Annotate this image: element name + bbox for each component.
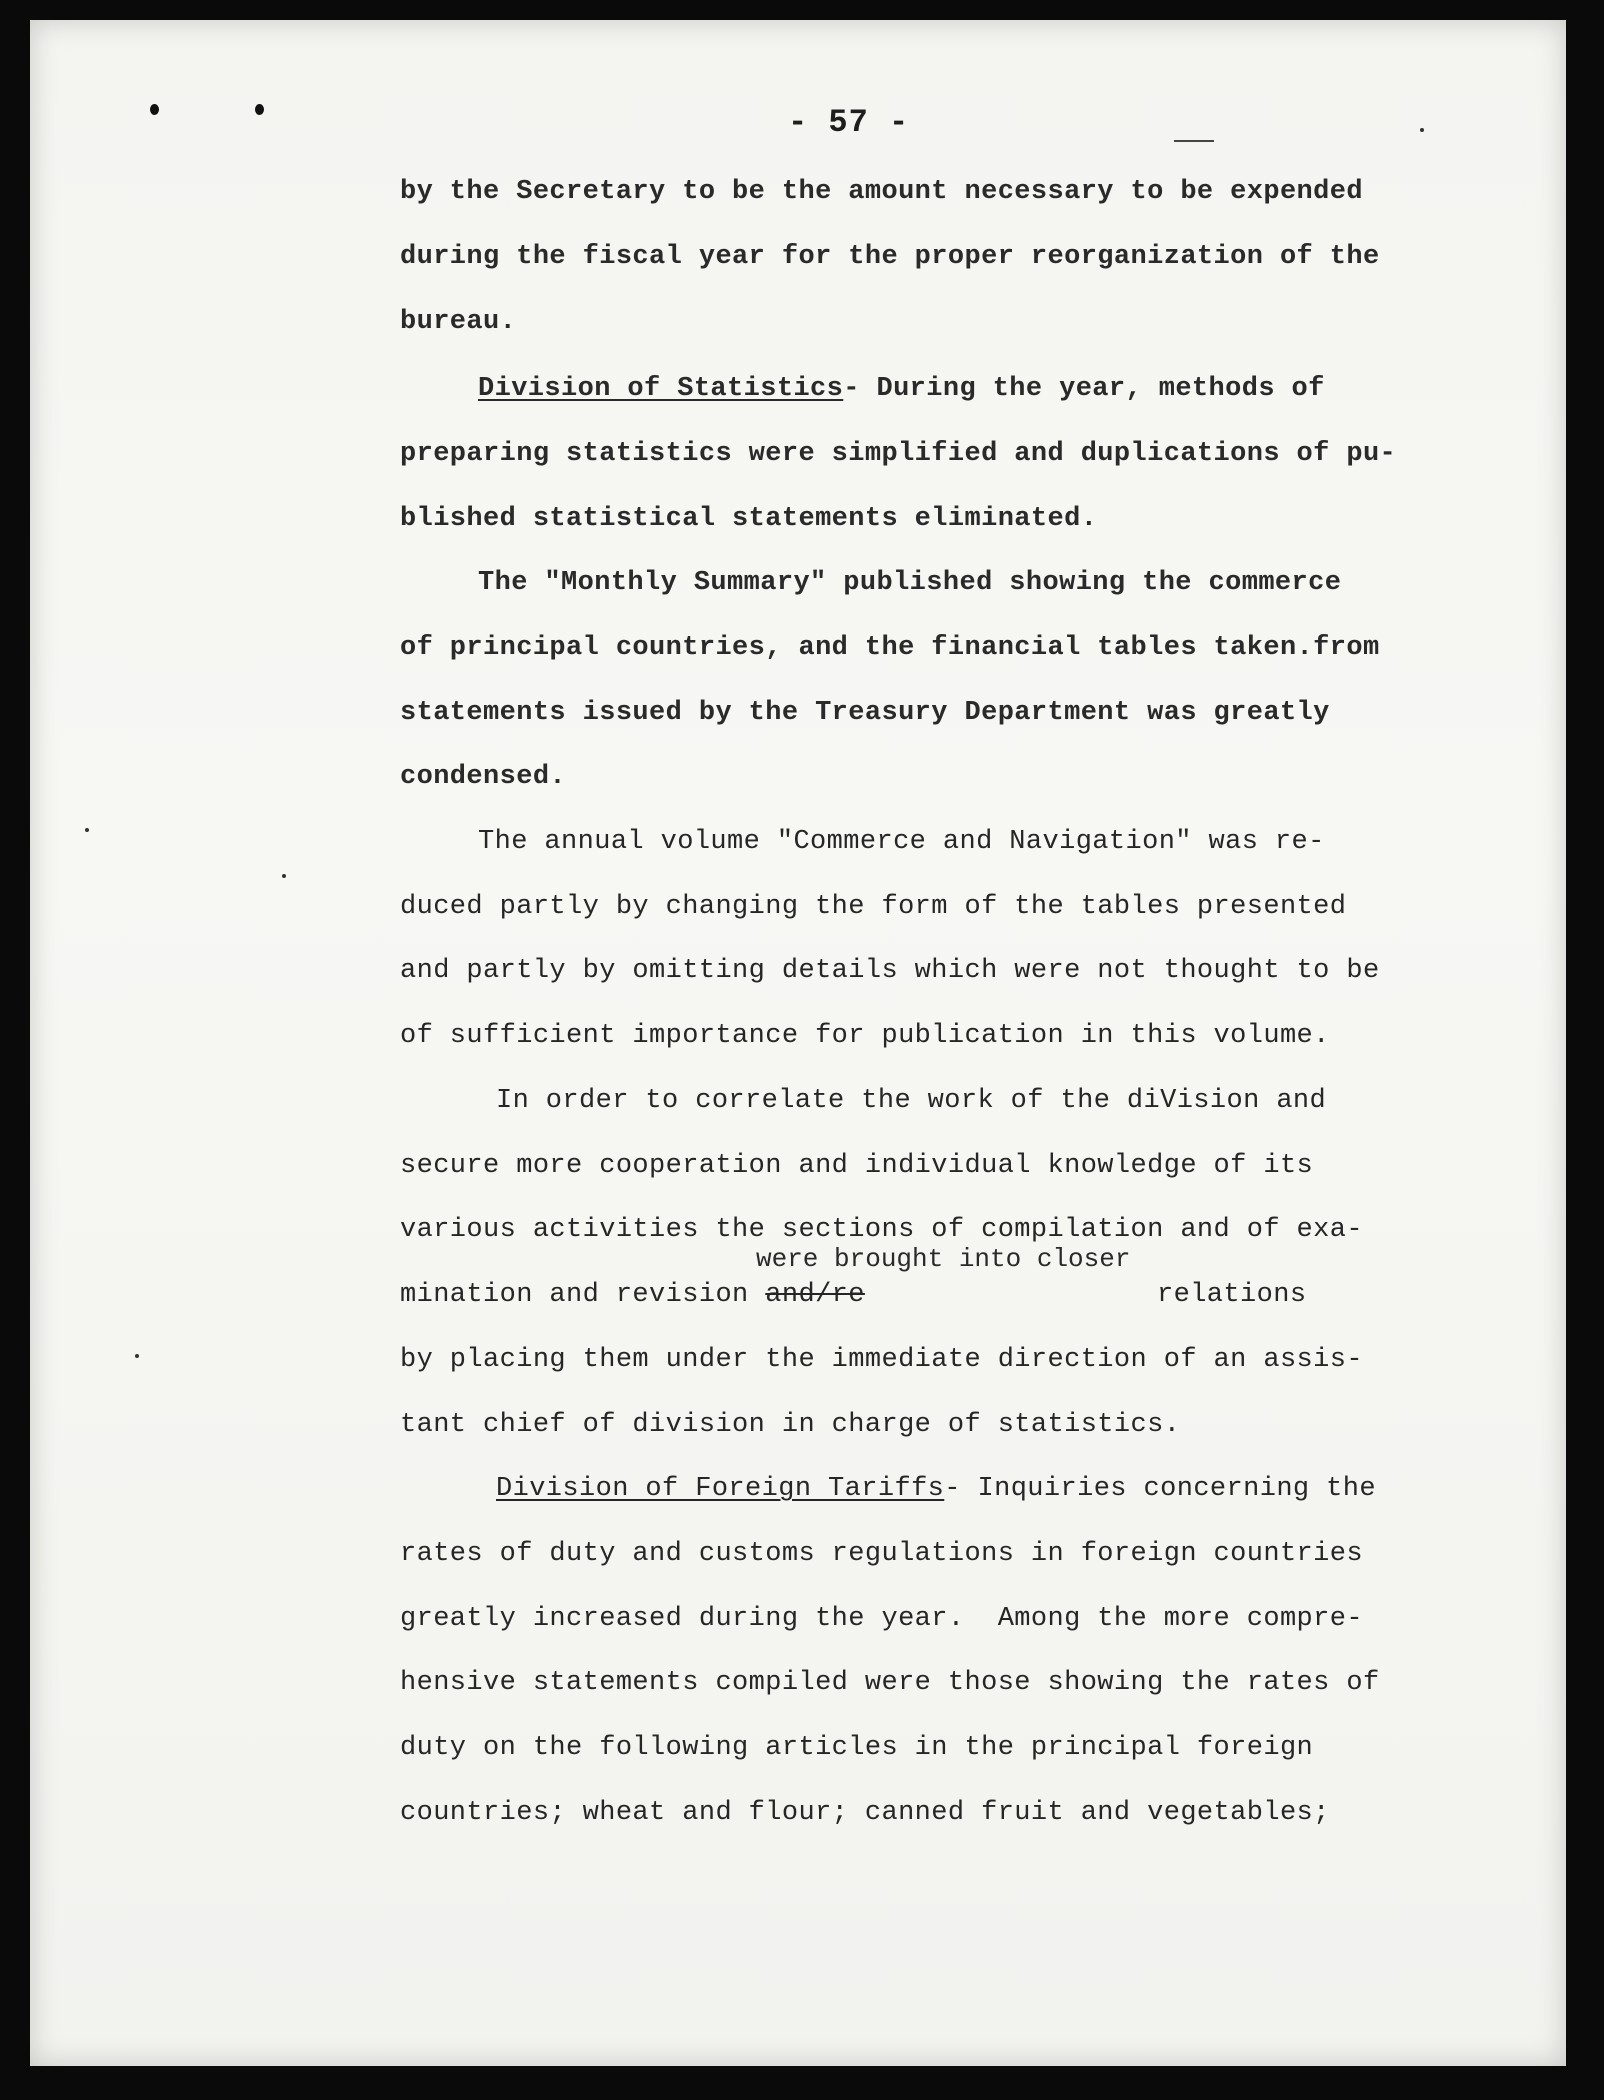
text-line: hensive statements compiled were those showing the rates of (400, 1668, 1380, 1698)
text-line: duced partly by changing the form of the tables presented (400, 892, 1347, 922)
section-heading-line (496, 1472, 1376, 1506)
speck-mark (282, 874, 286, 878)
text-line: of principal countries, and the financial tables taken.from (400, 633, 1380, 663)
text-line: blished statistical statements eliminated. (400, 504, 1098, 534)
section-heading-line (478, 372, 1325, 406)
page-number: - 57 - (788, 104, 910, 141)
text-line: during the fiscal year for the proper reorganization of the (400, 242, 1380, 272)
struck-out-text: and/re (765, 1280, 865, 1310)
punch-hole-mark-left (150, 104, 159, 115)
text-line: tant chief of division in charge of statistics. (400, 1410, 1181, 1440)
speck-mark (85, 828, 89, 832)
text-line: secure more cooperation and individual knowledge of its (400, 1151, 1314, 1181)
text-segment: mination and revision (400, 1280, 766, 1310)
text-line-end: relations (1157, 1280, 1307, 1310)
text-line: rates of duty and customs regulations in foreign countries (400, 1539, 1363, 1569)
text-line: greatly increased during the year. Among the more compre- (400, 1604, 1363, 1634)
punch-hole-mark-right (255, 104, 264, 115)
text-line: duty on the following articles in the principal foreign (400, 1733, 1314, 1763)
text-segment: - Inquiries concerning the (944, 1474, 1376, 1504)
text-line: In order to correlate the work of the diVision and (496, 1086, 1327, 1116)
text-line: bureau. (400, 307, 517, 337)
section-heading-foreign-tariffs: Division of Foreign Tariffs (496, 1474, 945, 1504)
text-line: of sufficient importance for publication in this volume. (400, 1021, 1330, 1051)
text-segment: - During the year, methods of (843, 374, 1325, 404)
text-line: The "Monthly Summary" published showing the commerce (478, 568, 1342, 598)
text-line-with-correction (400, 1278, 865, 1312)
text-line: countries; wheat and flour; canned fruit and vegetables; (400, 1798, 1330, 1828)
section-heading-statistics: Division of Statistics (478, 374, 844, 404)
text-line: The annual volume "Commerce and Navigation" was re- (478, 827, 1325, 857)
text-line: various activities the sections of compilation and of exa- (400, 1215, 1363, 1245)
stray-pen-mark (1174, 140, 1214, 142)
interlinear-insertion: were brought into closer (756, 1244, 1131, 1274)
text-line: preparing statistics were simplified and duplications of pu- (400, 439, 1397, 469)
speck-mark (135, 1354, 139, 1358)
text-line: and partly by omitting details which were not thought to be (400, 956, 1380, 986)
text-line: condensed. (400, 762, 567, 792)
text-line: by the Secretary to be the amount necessary to be expended (400, 177, 1363, 207)
text-line: statements issued by the Treasury Department was greatly (400, 698, 1330, 728)
text-line: by placing them under the immediate direction of an assis- (400, 1345, 1363, 1375)
speck-mark (1420, 128, 1424, 132)
